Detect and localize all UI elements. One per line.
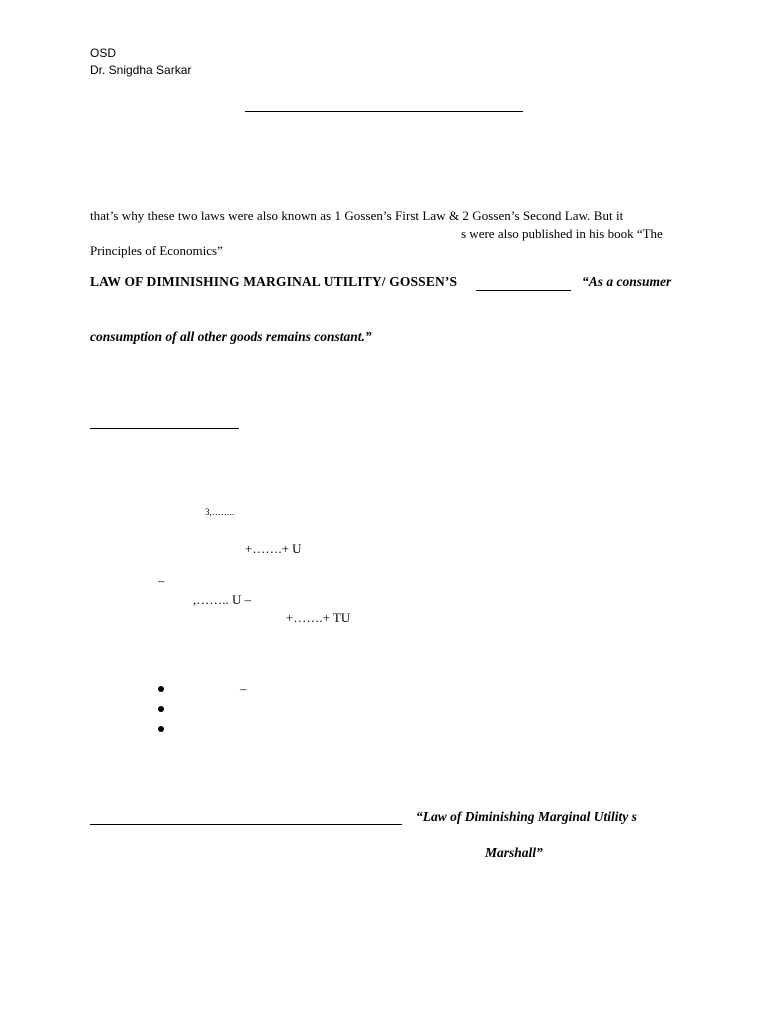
bullet-2 bbox=[158, 706, 164, 712]
formula-fragment-1: 3,…….. bbox=[205, 507, 235, 517]
paragraph-line-3: Principles of Economics” bbox=[90, 243, 223, 258]
marshall-underline bbox=[90, 824, 402, 825]
law-quote-end: consumption of all other goods remains constant.” bbox=[90, 329, 372, 344]
title-underline bbox=[245, 111, 523, 112]
header-osd: OSD bbox=[90, 46, 117, 60]
paragraph-line-1: that’s why these two laws were also known as 1 Gossen’s First Law & 2 Gossen’s Second Law. But it bbox=[90, 208, 624, 223]
marshall-quote-line-2: Marshall” bbox=[485, 845, 543, 860]
law-heading-underline bbox=[476, 290, 571, 291]
formula-fragment-2: +…….+ U bbox=[245, 541, 302, 556]
formula-fragment-4: ,…….. U – bbox=[193, 592, 252, 607]
law-quote-start: “As a consumer bbox=[582, 274, 672, 289]
marshall-quote-line-1: “Law of Diminishing Marginal Utility s bbox=[416, 809, 637, 824]
law-heading: LAW OF DIMINISHING MARGINAL UTILITY/ GOSSEN’S bbox=[90, 274, 458, 289]
section-underline bbox=[90, 428, 239, 429]
paragraph-line-2: s were also published in his book “The bbox=[461, 226, 663, 241]
formula-fragment-3: – bbox=[158, 573, 165, 588]
header-author: Dr. Snigdha Sarkar bbox=[90, 63, 192, 77]
bullet-1-text: – bbox=[240, 681, 247, 696]
bullet-1 bbox=[158, 686, 164, 692]
formula-fragment-5: +…….+ TU bbox=[286, 610, 351, 625]
bullet-3 bbox=[158, 726, 164, 732]
